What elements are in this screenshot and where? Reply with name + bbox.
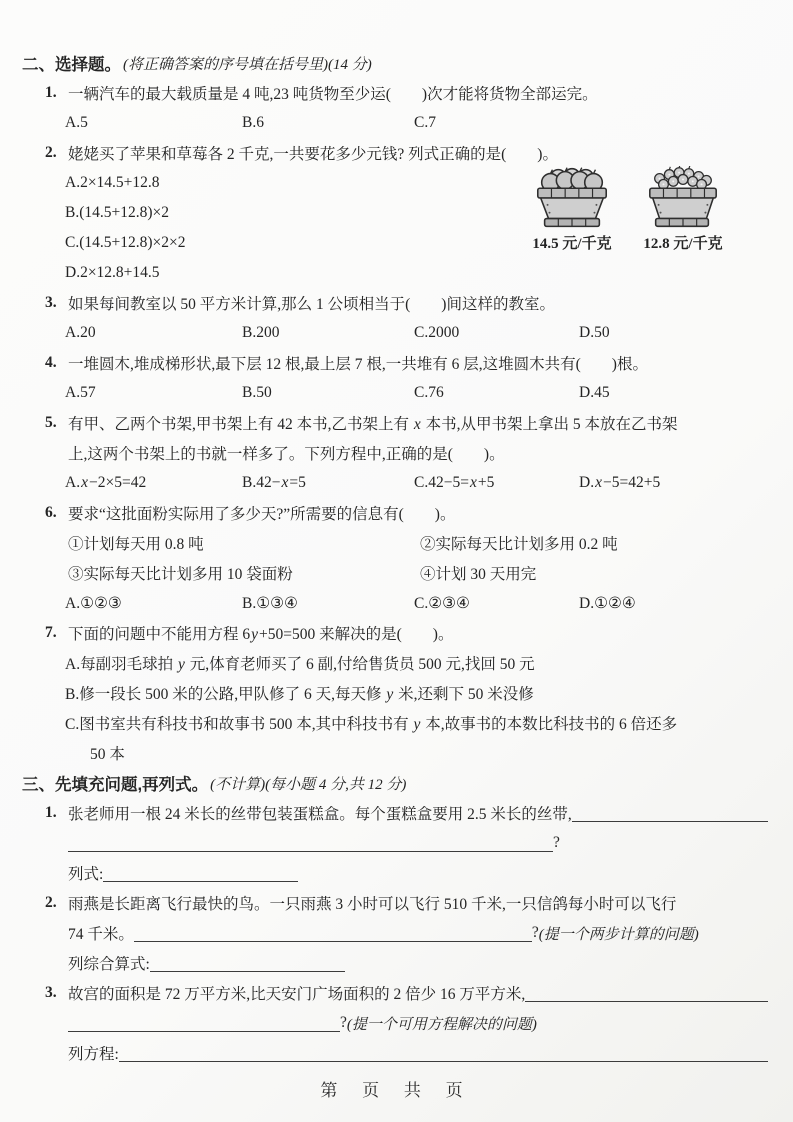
question-5-options [0,468,793,498]
question-2-text: 姥姥买了苹果和草莓各 2 千克,一共要花多少元钱? 列式正确的是( )。 [68,146,558,163]
question-7-option-b [0,678,793,708]
option-c: C.(14.5+12.8)×2×2 [65,234,186,251]
question-1-text: 一辆汽车的最大载质量是 4 吨,23 吨货物至少运( )次才能将货物全部运完。 [68,86,598,103]
math-variable: x [595,474,602,491]
hint-text: (提一个两步计算的问题) [538,926,699,943]
strawberry-basket-item [642,166,724,253]
apple-price-label: 14.5 元/千克 [532,236,612,252]
option-b [65,682,534,704]
question-6-number: 6. [45,504,57,521]
option-b: B.50 [242,384,272,401]
option-b: B.①③④ [242,594,298,612]
question-5-number: 5. [45,414,57,431]
math-variable: y [177,656,185,673]
text-segment: 74 千米。 [68,926,134,943]
text-segment: =5 [289,474,306,491]
option-c: C.2000 [414,324,460,341]
fruit-price-figure [528,166,724,253]
fill-question-2-line2 [0,918,793,948]
info-item-3: ③实际每天比计划多用 10 袋面粉 [68,566,293,583]
question-2 [0,138,793,168]
text-segment: B.修一段长 500 米的公路,甲队修了 6 天,每天修 [65,686,386,703]
fill-question-2-expression-row [0,948,793,978]
option-a: A.20 [65,324,96,341]
question-4 [0,348,793,378]
apple-basket-illustration [528,166,616,230]
option-d: D.45 [579,384,610,401]
question-7-option-a [0,648,793,678]
section-3-note: (不计算)(每小题 4 分,共 12 分) [210,776,407,793]
text-segment: 50 本 [90,746,125,763]
hint-text: (提一个可用方程解决的问题) [346,1016,537,1033]
fill-question-3-text: 故宫的面积是 72 万平方米,比天安门广场面积的 2 倍少 16 万平方米, [68,986,526,1003]
question-7-option-c-line2 [0,738,793,768]
option-b: B.6 [242,114,264,131]
question-2-option-d [0,258,793,288]
text-segment: 有甲、乙两个书架,甲书架上有 42 本书,乙书架上有 [68,416,413,433]
fill-question-2-number: 2. [45,894,57,911]
info-item-2: ②实际每天比计划多用 0.2 吨 [420,536,618,553]
question-6-options [0,588,793,618]
question-2-number: 2. [45,144,57,161]
option-c: C.7 [414,114,436,131]
option-a: A.2×14.5+12.8 [65,174,160,191]
question-6 [0,498,793,528]
text-segment: A. [65,474,81,491]
question-7 [0,618,793,648]
option-b: B.200 [242,324,280,341]
answer-blank [103,864,298,882]
option-c: C.76 [414,384,444,401]
math-variable: x [469,474,477,491]
option-d: D.2×12.8+14.5 [65,264,160,281]
apple-basket-item [528,166,616,253]
option-a [65,652,535,674]
question-4-options [0,378,793,408]
section-3-title: 三、先填充问题,再列式。 [22,776,209,794]
question-1 [0,78,793,108]
question-6-info-row2 [0,558,793,588]
text-segment: D. [579,474,595,491]
fill-question-3 [0,978,793,1008]
text-segment: +5 [477,474,495,491]
question-1-options [0,108,793,138]
question-4-number: 4. [45,354,57,371]
answer-blank [525,984,768,1002]
text-segment: 上,这两个书架上的书就一样多了。下列方程中,正确的是( )。 [68,446,505,463]
question-6-text: 要求“这批面粉实际用了多少天?”所需要的信息有( )。 [68,506,456,523]
question-7-text [68,622,453,644]
math-variable: y [251,626,259,643]
question-3-text: 如果每间教室以 50 平方米计算,那么 1 公顷相当于( )间这样的教室。 [68,296,555,313]
fill-question-1-text: 张老师用一根 24 米长的丝带包装蛋糕盒。每个蛋糕盒要用 2.5 米长的丝带, [68,806,572,823]
question-1-number: 1. [45,84,57,101]
text-segment: 米,还剩下 50 米没修 [394,686,534,703]
math-variable: x [413,416,421,433]
section-3-heading [0,768,793,798]
option-a [65,474,242,492]
fill-question-3-equation-row [0,1038,793,1068]
fill-question-1-line2 [0,828,793,858]
text-segment: 本,故事书的本数比科技书的 6 倍还多 [421,716,678,733]
fill-question-1 [0,798,793,828]
text-segment: C.42−5= [414,474,469,491]
page-footer: 第 页 共 页 [320,1081,473,1100]
fill-question-2 [0,888,793,918]
text-segment: 元,体育老师买了 6 副,付给售货员 500 元,找回 50 元 [185,656,535,673]
question-mark: ? [553,834,560,851]
text-segment: A.每副羽毛球拍 [65,656,177,673]
expression-label: 列综合算式: [68,956,150,973]
option-a: A.57 [65,384,96,401]
info-item-4: ④计划 30 天用完 [420,566,537,583]
fill-question-1-number: 1. [45,804,57,821]
option-d [579,474,660,492]
option-c: C.②③④ [414,594,470,612]
option-d: D.50 [579,324,610,341]
option-d: D.①②④ [579,594,636,612]
question-3-number: 3. [45,294,57,311]
math-variable: y [413,716,421,733]
question-3 [0,288,793,318]
question-mark: ? [531,924,539,941]
text-segment: 本书,从甲书架上拿出 5 本放在乙书架 [421,416,678,433]
question-5-text-line1 [68,412,678,434]
answer-blank [150,954,345,972]
question-7-option-c-line1 [0,708,793,738]
text-segment: C.图书室共有科技书和故事书 500 本,其中科技书有 [65,716,413,733]
strawberry-basket-illustration [642,166,724,230]
section-2-title: 二、选择题。 [22,56,121,74]
question-6-info-row1 [0,528,793,558]
math-variable: x [81,474,88,491]
answer-blank [572,804,768,822]
question-5 [0,408,793,438]
answer-blank [134,924,532,942]
question-4-text: 一堆圆木,堆成梯形状,最下层 12 根,最上层 7 根,一共堆有 6 层,这堆圆木共有( )根。 [68,356,648,373]
option-b: B.(14.5+12.8)×2 [65,204,170,221]
option-a: A.5 [65,114,88,131]
strawberry-price-label: 12.8 元/千克 [643,236,723,252]
question-7-number: 7. [45,624,57,641]
expression-label: 列方程: [68,1046,119,1063]
answer-blank [68,834,553,852]
math-variable: y [386,686,394,703]
question-3-options [0,318,793,348]
text-segment: B.42− [242,474,281,491]
fill-question-2-text: 雨燕是长距离飞行最快的鸟。一只雨燕 3 小时可以飞行 510 千米,一只信鸽每小时可以飞行 [68,896,677,913]
text-segment: −2×5=42 [88,474,147,491]
fill-question-3-number: 3. [45,984,57,1001]
section-2-note: (将正确答案的序号填在括号里)(14 分) [123,56,372,73]
question-5-text-line2 [0,438,793,468]
answer-blank [119,1044,768,1062]
text-segment: 下面的问题中不能用方程 6 [68,626,251,643]
option-c [65,712,677,734]
fill-question-1-expression-row [0,858,793,888]
expression-label: 列式: [68,866,104,883]
option-a: A.①②③ [65,594,122,612]
math-variable: x [281,474,289,491]
text-segment: −5=42+5 [602,474,661,491]
option-c [414,474,579,492]
answer-blank [68,1014,340,1032]
option-b [242,474,414,492]
text-segment: +50=500 来解决的是( )。 [259,626,454,643]
question-mark: ? [340,1014,347,1031]
fill-question-3-line2 [0,1008,793,1038]
section-2-heading [0,48,793,78]
info-item-1: ①计划每天用 0.8 吨 [68,536,204,553]
